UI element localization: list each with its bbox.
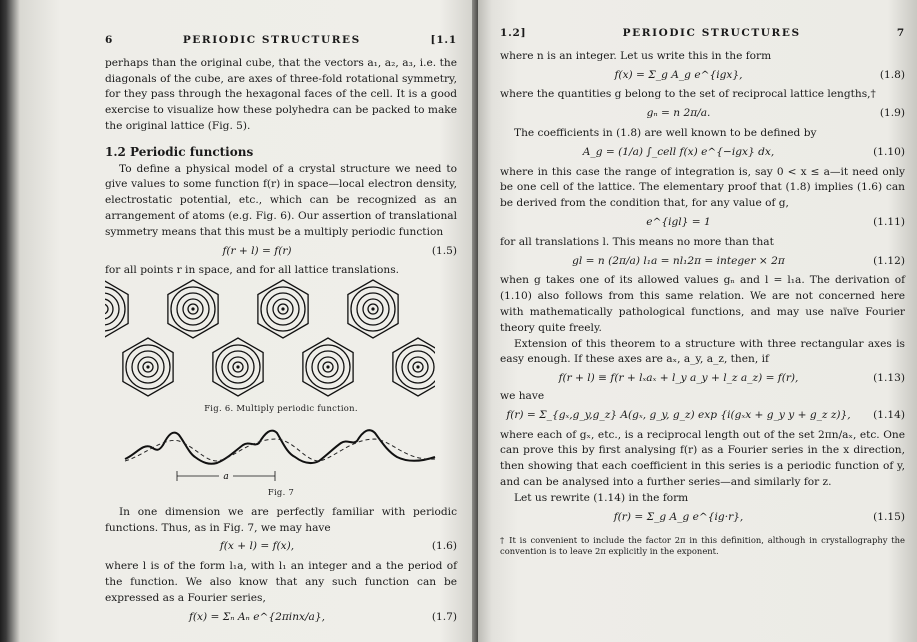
left-para-5: where l is of the form l₁a, with l₁ an integer and a the period of the function. We also know that any such function can be expressed as a Fourier series, — [105, 560, 457, 604]
right-line-9: Let us rewrite (1.14) in the form — [514, 491, 689, 504]
equation-1-5 — [105, 244, 457, 260]
equation-1-8-number: (1.8) — [879, 68, 905, 81]
equation-1-10-expr: A_g = (1/a) ∫_cell f(x) e^{−igx} dx, — [582, 145, 775, 158]
right-line-2: where the quantities g belong to the set of reciprocal lattice lengths,† — [500, 88, 876, 101]
equation-1-15-expr: f(r) = Σ_g A_g e^{ig·r}, — [613, 510, 744, 523]
fig7-periodic-curve — [105, 421, 457, 483]
fig6-motif — [303, 338, 353, 396]
left-page-number: 6 — [105, 34, 114, 46]
equation-1-10-number: (1.10) — [873, 145, 905, 158]
fig6-motif-center — [146, 366, 149, 369]
right-line-1: where n is an integer. Let us write this in the form — [500, 49, 772, 62]
fig6-motif-ring — [105, 299, 113, 319]
equation-1-7-number: (1.7) — [431, 610, 457, 623]
right-running-head — [500, 26, 905, 42]
right-line-3: The coefficients in (1.8) are well known to be defined by — [514, 126, 817, 139]
fig6-caption: Fig. 6. Multiply periodic function. — [204, 403, 358, 414]
equation-1-8-expr: f(x) = Σ_g A_g e^{igx}, — [614, 68, 743, 81]
fig6-motif-center — [326, 366, 329, 369]
left-para-1: perhaps than the original cube, that the vectors a₁, a₂, a₃, i.e. the diagonals of the cube, are axes of three-fold rotational symmetry, for they pass through the hexagonal faces of the cell. It is a good exercise to visualize how these polyhedra can be packed to make the original lattice (Fig. 5). — [105, 56, 457, 132]
equation-1-9-expr: gₙ = n 2π/a. — [646, 107, 711, 120]
equation-1-7-expr: f(x) = Σₙ Aₙ e^{2πinx/a}, — [188, 610, 325, 623]
section-heading: 1.2 Periodic functions — [105, 144, 254, 159]
right-running-title: PERIODIC STRUCTURES — [622, 27, 801, 39]
right-page-content — [500, 26, 905, 557]
equation-1-11 — [500, 215, 905, 231]
left-para-4: In one dimension we are perfectly familiar with periodic functions. Thus, as in Fig. 7, we may have — [105, 505, 457, 534]
equation-1-6-number: (1.6) — [431, 540, 457, 553]
left-running-title: PERIODIC STRUCTURES — [182, 34, 361, 46]
fig6-motif-center — [371, 308, 374, 311]
right-section-ref: 1.2] — [500, 27, 527, 39]
fig6-motif — [168, 280, 218, 338]
fig6-motif-center — [281, 308, 284, 311]
equation-1-12 — [500, 254, 905, 270]
equation-1-13 — [500, 371, 905, 387]
fig6-motif-ring — [105, 293, 119, 325]
left-running-head — [105, 33, 457, 49]
equation-1-6-expr: f(x + l) = f(x), — [219, 540, 295, 553]
equation-1-5-expr: f(r + l) = f(r) — [222, 244, 292, 257]
right-we-have: we have — [500, 389, 545, 402]
left-para-2: To define a physical model of a crystal structure we need to give values to some function f(r) in space—local electron density, electrostatic potential, etc., which can be recognized as an arrangement of atoms (e.g. Fig. 6). Our assertion of translational symmetry means that this must be a multiply periodic function — [105, 162, 457, 238]
right-line-5: for all translations l. This means no more than that — [500, 235, 774, 248]
equation-1-10 — [500, 145, 905, 161]
equation-1-12-expr: gl = n (2π/a) l₁a = nl₁2π = integer × 2π — [572, 254, 785, 267]
fig6-motif — [258, 280, 308, 338]
fig6-motif-grid — [105, 280, 443, 396]
fig6-motif — [105, 280, 128, 338]
right-footnote: † It is convenient to include the factor 2π in this definition, although in crystallography the convention is to leave 2π explicitly in the exponent. — [500, 535, 905, 557]
equation-1-7 — [105, 610, 457, 626]
right-page-number: 7 — [896, 27, 905, 39]
left-para-3: for all points r in space, and for all lattice translations. — [105, 264, 400, 277]
left-page-content — [105, 33, 457, 629]
equation-1-13-expr: f(r + l) ≡ f(r + lₓaₓ + l_y a_y + l_z a_z) = f(r), — [558, 372, 799, 385]
fig6-motif-center — [236, 366, 239, 369]
equation-1-9 — [500, 106, 905, 122]
fig6-motif — [213, 338, 263, 396]
equation-1-8 — [500, 68, 905, 84]
left-section-ref: [1.1 — [430, 34, 457, 46]
fig6-motif — [393, 338, 443, 396]
equation-1-15 — [500, 510, 905, 526]
equation-1-11-number: (1.11) — [873, 215, 905, 228]
right-para-4: where in this case the range of integration is, say 0 < x ≤ a—it need only be one cell of the lattice. The elementary proof that (1.8) implies (1.6) can be derived from the condition that, for any value of g, — [500, 165, 905, 210]
equation-1-6 — [105, 539, 457, 555]
equation-1-13-number: (1.13) — [873, 372, 905, 385]
fig7-period-label: a — [223, 471, 229, 482]
fig6-motif — [123, 338, 173, 396]
fig7-solid-curve — [125, 430, 435, 464]
right-para-6: when g takes one of its allowed values gₙ and l = l₁a. The derivation of (1.10) also follows from this same relation. We are not concerned here with mathematically pathological functions, and may use naïve Fourier theory quite freely. — [500, 274, 905, 334]
fig6-periodic-pattern — [105, 279, 457, 399]
equation-1-5-number: (1.5) — [431, 244, 457, 257]
fig6-motif-center — [191, 308, 194, 311]
right-page — [478, 0, 917, 642]
fig6-motif-center — [416, 366, 419, 369]
equation-1-14-expr: f(r) = Σ_{gₓ,g_y,g_z} A(gₓ, g_y, g_z) exp {i(gₓx + g_y y + g_z z)}, — [506, 408, 851, 421]
equation-1-12-number: (1.12) — [873, 254, 905, 267]
fig6-motif-ring — [105, 304, 108, 314]
equation-1-9-number: (1.9) — [879, 107, 905, 120]
equation-1-14-number: (1.14) — [873, 408, 905, 421]
fig6-motif — [348, 280, 398, 338]
equation-1-14 — [500, 408, 905, 424]
equation-1-15-number: (1.15) — [873, 510, 905, 523]
equation-1-11-expr: e^{igl} = 1 — [646, 215, 711, 228]
right-para-8: where each of gₓ, etc., is a reciprocal length out of the set 2πn/aₓ, etc. One can prove this by first analysing f(r) as a Fourier series in the x direction, then showing that each coefficient in this series is a periodic function of y, and can be analysed into a further series—and similarly for z. — [500, 428, 905, 488]
right-para-7: Extension of this theorem to a structure with three rectangular axes is easy enough. If these axes are aₓ, a_y, a_z, then, if — [500, 337, 905, 366]
fig7-caption: Fig. 7 — [267, 486, 295, 497]
